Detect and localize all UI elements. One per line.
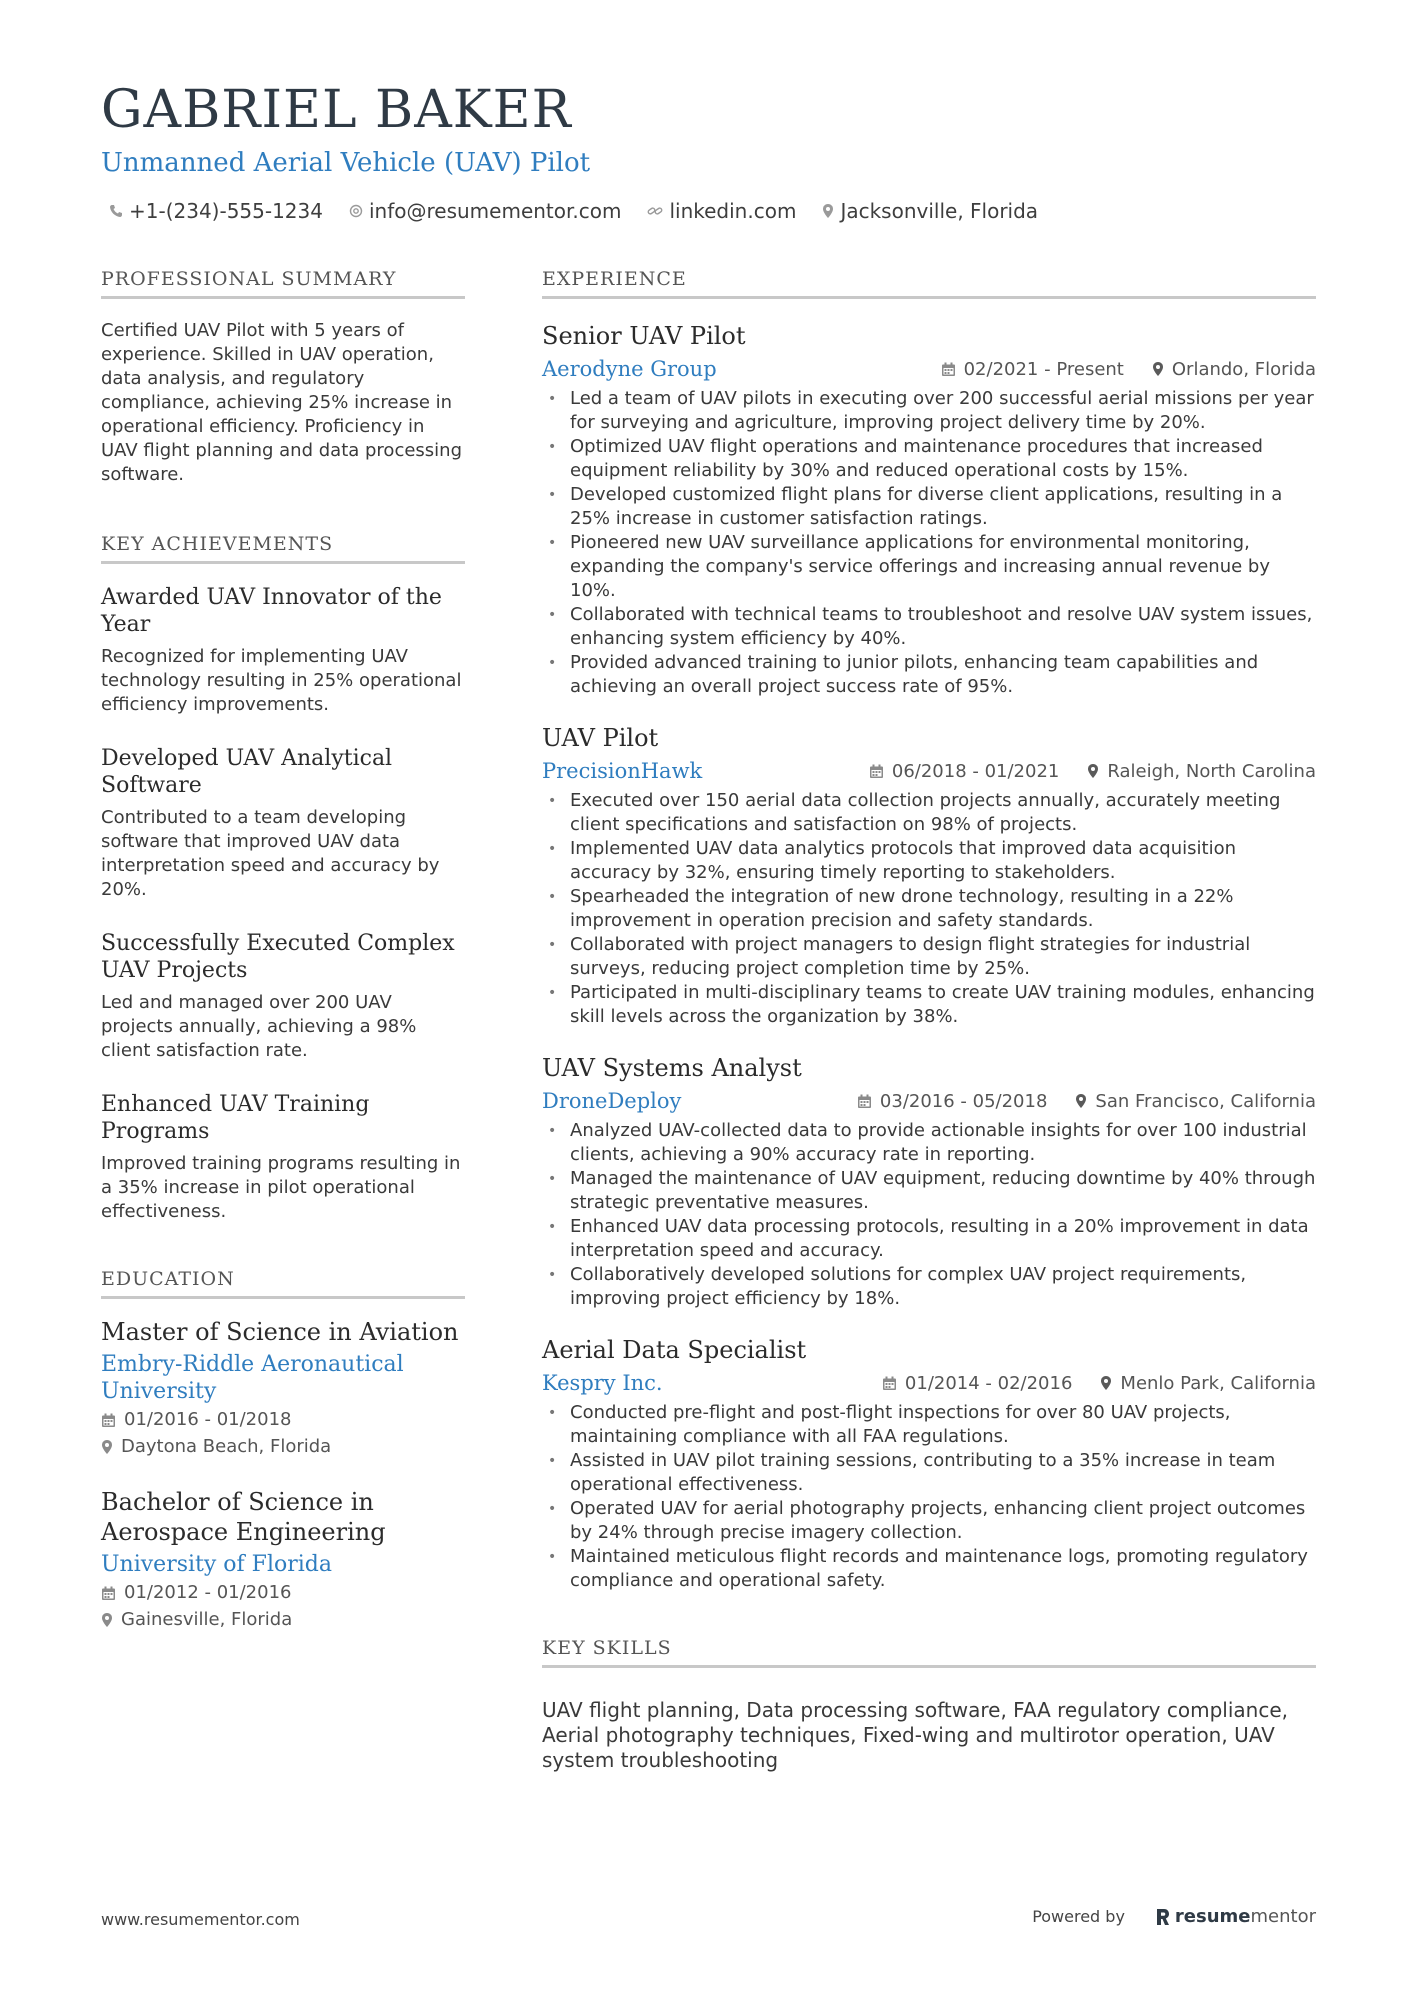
job-bullets — [542, 1401, 1316, 1593]
achievement-desc: Recognized for implementing UAV technology resulting in 25% operational efficiency improvements. — [101, 646, 462, 715]
phone-text: +1-(234)-555-1234 — [129, 199, 323, 223]
contact-location — [822, 199, 1038, 223]
link-icon — [647, 204, 663, 218]
education-item — [101, 1317, 465, 1459]
achievement-title: Developed UAV Analytical Software — [101, 746, 393, 798]
job-bullet: • Led a team of UAV pilots in executing over 200 successful aerial missions per year for surveying and agriculture, improving project delivery time by 20%. — [542, 387, 1316, 435]
job-entry — [542, 321, 1316, 699]
job-meta-line — [542, 1089, 1316, 1113]
dates-text: 02/2021 - Present — [963, 358, 1124, 380]
location-text: Gainesville, Florida — [121, 1609, 293, 1630]
job-bullet: • Developed customized flight plans for diverse client applications, resulting in a 25% increase in customer satisfaction ratings. — [542, 483, 1316, 531]
location-pin-icon — [1152, 361, 1164, 377]
right-column — [542, 268, 1316, 1773]
education-location — [101, 1608, 465, 1632]
dates-text: 03/2016 - 05/2018 — [879, 1090, 1048, 1112]
job-bullet: • Operated UAV for aerial photography projects, enhancing client project outcomes by 24% through precise imagery collection. — [542, 1497, 1316, 1545]
linkedin-text[interactable]: linkedin.com — [669, 199, 797, 223]
job-meta-line — [542, 759, 1316, 783]
job-meta-line — [542, 1371, 1316, 1395]
calendar-icon — [101, 1586, 116, 1601]
job-meta-line — [542, 357, 1316, 381]
achievement-title: Successfully Executed Complex UAV Projects — [101, 931, 455, 983]
school-name: Embry-Riddle Aeronautical University — [101, 1352, 404, 1404]
job-bullet: • Implemented UAV data analytics protocols that improved data acquisition accuracy by 32%, ensuring timely reporting to stakeholders. — [542, 837, 1316, 885]
dates-text: 01/2014 - 02/2016 — [904, 1372, 1073, 1394]
contact-email[interactable] — [349, 199, 621, 223]
achievement-title: Enhanced UAV Training Programs — [101, 1092, 370, 1144]
resumementor-logo-icon — [1155, 1907, 1171, 1927]
job-bullet: • Participated in multi-disciplinary teams to create UAV training modules, enhancing skill levels across the organization by 38%. — [542, 981, 1316, 1029]
calendar-icon — [101, 1413, 116, 1428]
job-bullet: • Enhanced UAV data processing protocols, resulting in a 20% improvement in data interpretation speed and accuracy. — [542, 1215, 1316, 1263]
job-location: San Francisco, California — [1095, 1090, 1316, 1112]
contact-linkedin[interactable] — [647, 199, 796, 223]
summary-heading: PROFESSIONAL SUMMARY — [101, 268, 465, 299]
company-name: DroneDeploy — [542, 1089, 682, 1113]
calendar-icon — [869, 764, 884, 779]
job-location: Orlando, Florida — [1171, 358, 1316, 380]
footer-branding — [1032, 1906, 1316, 1927]
job-bullet: • Managed the maintenance of UAV equipment, reducing downtime by 40% through strategic preventative measures. — [542, 1167, 1316, 1215]
job-bullets — [542, 789, 1316, 1029]
job-title: UAV Pilot — [542, 724, 659, 752]
left-column — [101, 268, 465, 1632]
brand-logo[interactable] — [1155, 1906, 1316, 1927]
resume-page — [101, 0, 1316, 1995]
dates-text: 06/2018 - 01/2021 — [891, 760, 1060, 782]
company-name: Aerodyne Group — [542, 357, 717, 381]
powered-by-text: Powered by — [1032, 1907, 1125, 1926]
company-name: Kespry Inc. — [542, 1371, 663, 1395]
location-pin-icon — [1075, 1093, 1087, 1109]
calendar-icon — [882, 1376, 897, 1391]
calendar-icon — [857, 1094, 872, 1109]
calendar-icon — [941, 362, 956, 377]
job-bullets — [542, 387, 1316, 699]
experience-heading: EXPERIENCE — [542, 268, 1316, 299]
achievement-title: Awarded UAV Innovator of the Year — [101, 585, 442, 637]
job-bullet: • Pioneered new UAV surveillance applications for environmental monitoring, expanding the company's service offerings and increasing annual revenue by 10%. — [542, 531, 1316, 603]
education-dates — [101, 1408, 465, 1432]
job-entry — [542, 1053, 1316, 1311]
job-bullet: • Collaborated with project managers to design flight strategies for industrial surveys, reducing project completion time by 25%. — [542, 933, 1316, 981]
location-pin-icon — [101, 1612, 113, 1628]
achievement-item — [101, 745, 465, 902]
achievement-desc: Led and managed over 200 UAV projects annually, achieving a 98% client satisfaction rate. — [101, 992, 417, 1061]
education-item — [101, 1487, 465, 1632]
job-bullet: • Executed over 150 aerial data collection projects annually, accurately meeting client specifications and satisfaction on 98% of projects. — [542, 789, 1316, 837]
job-meta — [941, 359, 1316, 380]
location-pin-icon — [1087, 763, 1099, 779]
job-bullet: • Maintained meticulous flight records and maintenance logs, promoting regulatory compliance and operational safety. — [542, 1545, 1316, 1593]
contact-phone — [109, 199, 323, 223]
achievement-item — [101, 1091, 465, 1224]
skills-text: UAV flight planning, Data processing software, FAA regulatory compliance, Aerial photography techniques, Fixed-wing and multirotor operation, UAV system troubleshooting — [542, 1698, 1288, 1772]
candidate-title: Unmanned Aerial Vehicle (UAV) Pilot — [101, 148, 591, 178]
candidate-name: GABRIEL BAKER — [101, 80, 572, 140]
job-bullet: • Collaboratively developed solutions for complex UAV project requirements, improving project efficiency by 18%. — [542, 1263, 1316, 1311]
dates-text: 01/2012 - 01/2016 — [124, 1582, 292, 1603]
school-name: University of Florida — [101, 1552, 332, 1577]
job-meta — [857, 1091, 1316, 1112]
degree-title: Master of Science in Aviation — [101, 1318, 459, 1346]
email-text[interactable]: info@resumementor.com — [368, 199, 622, 223]
achievement-item — [101, 930, 465, 1063]
degree-title: Bachelor of Science in Aerospace Engineering — [101, 1488, 386, 1546]
location-pin-icon — [822, 203, 834, 219]
job-bullet: • Optimized UAV flight operations and maintenance procedures that increased equipment reliability by 30% and reduced operational costs by 15%. — [542, 435, 1316, 483]
achievement-item — [101, 584, 465, 717]
job-meta — [882, 1373, 1316, 1394]
job-dates — [869, 761, 1060, 782]
job-bullets — [542, 1119, 1316, 1311]
achievement-desc: Improved training programs resulting in a 35% increase in pilot operational effectiveness. — [101, 1153, 461, 1222]
achievements-heading: KEY ACHIEVEMENTS — [101, 533, 465, 564]
brand-name-bold: resume — [1174, 1906, 1251, 1927]
job-title: UAV Systems Analyst — [542, 1054, 802, 1082]
education-dates — [101, 1581, 465, 1605]
summary-text: Certified UAV Pilot with 5 years of experience. Skilled in UAV operation, data analysis, and regulatory compliance, achieving 25% increase in operational efficiency. Proficiency in UAV flight planning and data processing software. — [101, 320, 463, 485]
company-name: PrecisionHawk — [542, 759, 703, 783]
job-entry — [542, 723, 1316, 1029]
job-bullet: • Conducted pre-flight and post-flight inspections for over 80 UAV projects, maintaining compliance with all FAA regulations. — [542, 1401, 1316, 1449]
brand-name-thin: mentor — [1250, 1906, 1316, 1927]
education-section — [101, 1268, 465, 1632]
location-text: Jacksonville, Florida — [840, 199, 1039, 223]
job-title: Senior UAV Pilot — [542, 322, 746, 350]
skills-section — [542, 1637, 1316, 1773]
job-bullet: • Assisted in UAV pilot training sessions, contributing to a 35% increase in team operational effectiveness. — [542, 1449, 1316, 1497]
job-bullet: • Collaborated with technical teams to troubleshoot and resolve UAV system issues, enhancing system efficiency by 40%. — [542, 603, 1316, 651]
contact-bar — [109, 199, 1064, 223]
footer-website[interactable]: www.resumementor.com — [101, 1910, 300, 1929]
job-entry — [542, 1335, 1316, 1593]
job-location: Raleigh, North Carolina — [1107, 760, 1316, 782]
dates-text: 01/2016 - 01/2018 — [124, 1409, 292, 1430]
job-meta — [869, 761, 1316, 782]
location-pin-icon — [1100, 1375, 1112, 1391]
education-heading: EDUCATION — [101, 1268, 465, 1299]
skills-heading: KEY SKILLS — [542, 1637, 1316, 1668]
job-dates — [857, 1091, 1048, 1112]
phone-icon — [109, 204, 123, 218]
location-pin-icon — [101, 1439, 113, 1455]
at-icon — [349, 204, 363, 218]
job-title: Aerial Data Specialist — [542, 1336, 807, 1364]
job-bullet: • Provided advanced training to junior pilots, enhancing team capabilities and achieving an overall project success rate of 95%. — [542, 651, 1316, 699]
achievement-desc: Contributed to a team developing software that improved UAV data interpretation speed and accuracy by 20%. — [101, 807, 440, 900]
job-dates — [882, 1373, 1073, 1394]
education-location — [101, 1435, 465, 1459]
job-bullet: • Analyzed UAV-collected data to provide actionable insights for over 100 industrial clients, achieving a 90% accuracy rate in reporting. — [542, 1119, 1316, 1167]
job-bullet: • Spearheaded the integration of new drone technology, resulting in a 22% improvement in operation precision and safety standards. — [542, 885, 1316, 933]
location-text: Daytona Beach, Florida — [121, 1436, 332, 1457]
job-location: Menlo Park, California — [1120, 1372, 1316, 1394]
experience-list — [542, 321, 1316, 1593]
job-dates — [941, 359, 1124, 380]
